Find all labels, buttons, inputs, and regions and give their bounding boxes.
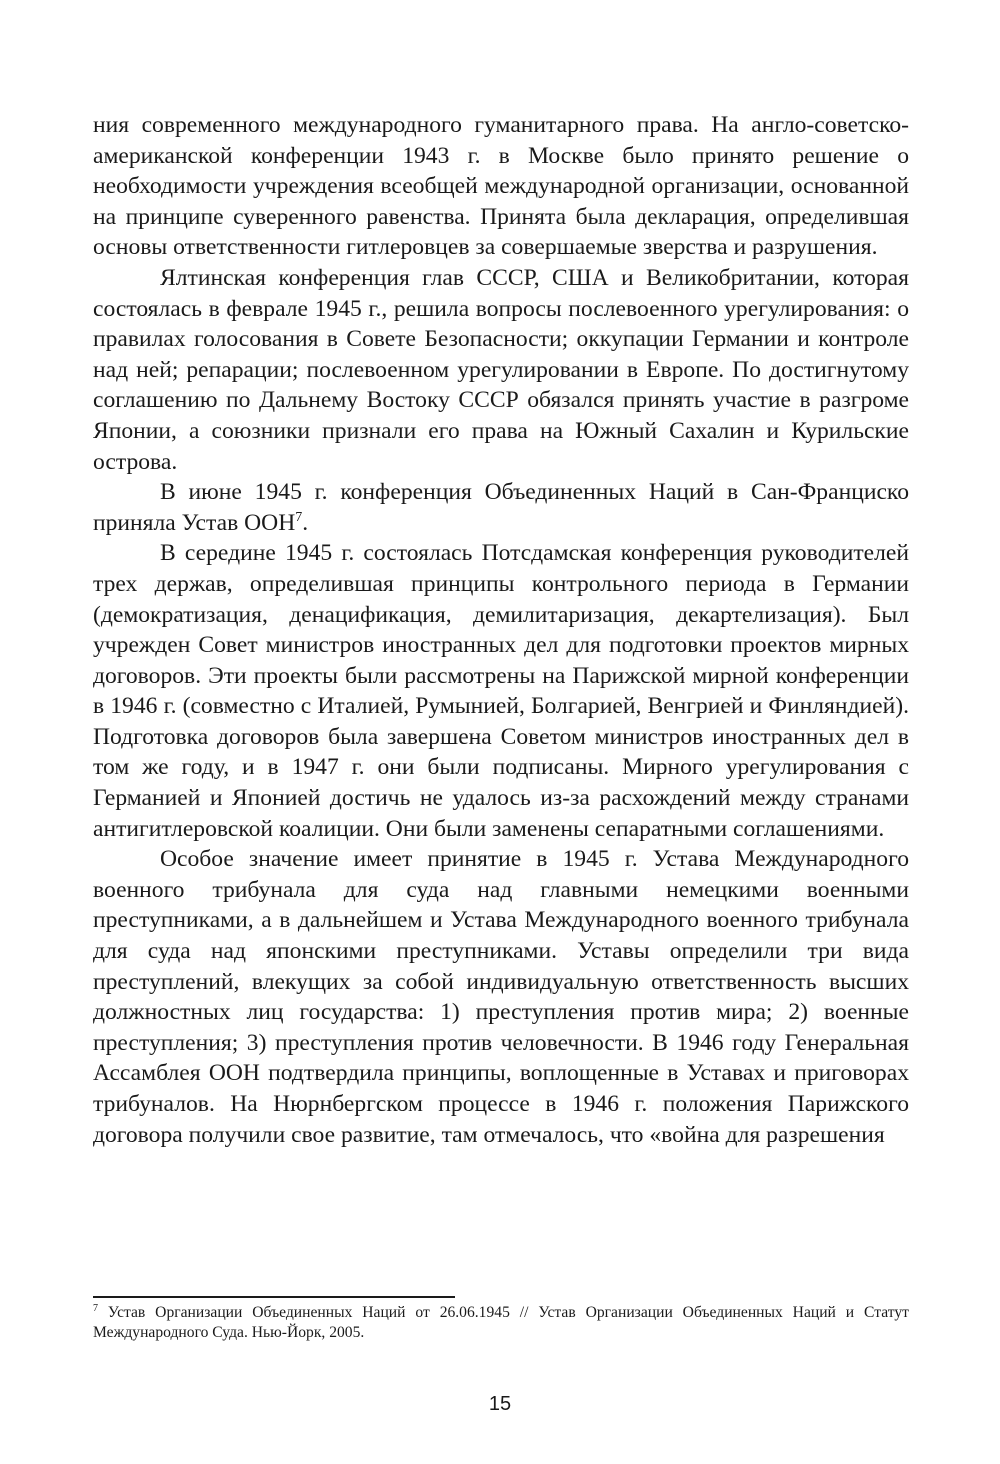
paragraph-4: В середине 1945 г. состоялась Потсдамская конференция руководителей трех держав, определившая принципы контрольного периода в Германии (демократизация, денацификация, демилитаризация, декартелизация). Был учрежден Совет министров иностранных дел для подготовки проектов мирных договоров. Эти проекты были рассмотрены на Парижской мирной конференции в 1946 г. (совместно с Италией, Румынией, Болгарией, Венгрией и Финляндией). Подготовка договоров была завершена Советом министров иностранных дел в том же году, и в 1947 г. они были подписаны. Мирного урегулирования с Германией и Японией достичь не удалось из-за расхождений между странами антигитлеровской коалиции. Они были заменены сепаратными соглашениями. (93, 540, 909, 842)
paragraph-3-text: В июне 1945 г. конференция Объединенных Наций в Сан-Франциско приняла Устав ООН (93, 479, 909, 536)
page-number: 15 (488, 1393, 512, 1415)
paragraph-1: ния современного международного гуманитарного права. На англо-советско-американской конференции 1943 г. в Москве было принято решение о необходимости учреждения всеобщей международной организации, основанной на принципе суверенного равенства. Принята была декларация, определившая основы ответственности гитлеровцев за совершаемые зверства и разрушения. (93, 112, 909, 261)
footnote-divider (93, 1296, 455, 1298)
paragraph-3 (93, 477, 909, 538)
paragraph-5: Особое значение имеет принятие в 1945 г. Устава Международного военного трибунала для суда над главными немецкими военными преступниками, а в дальнейшем и Устава Международного военного трибунала для суда над японскими преступниками. Уставы определили три вида преступлений, влекущих за собой индивидуальную ответственность высших должностных лиц государства: 1) преступления против мира; 2) военные преступления; 3) преступления против человечности. В 1946 году Генеральная Ассамблея ООН подтвердила принципы, воплощенные в Уставах и приговорах трибуналов. На Нюрнбергском процессе в 1946 г. положения Парижского договора получили свое развитие, там отмечалось, что «война для разрешения (93, 846, 909, 1148)
footnote-reference: 7 (295, 509, 303, 525)
paragraph-3-end: . (302, 509, 309, 536)
page-body (93, 110, 909, 1150)
footnote (93, 1303, 909, 1344)
footnote-mark: 7 (93, 1302, 98, 1314)
footnote-text: Устав Организации Объединенных Наций от 26.06.1945 // Устав Организации Объединенных Наций и Статут Международного Суда. Нью-Йорк, 2005. (93, 1304, 909, 1342)
paragraph-2: Ялтинская конференция глав СССР, США и Великобритании, которая состоялась в феврале 1945 г., решила вопросы послевоенного урегулирования: о правилах голосования в Совете Безопасности; оккупации Германии и контроле над ней; репарации; послевоенном урегулировании в Европе. По достигнутому соглашению по Дальнему Востоку СССР обязался принять участие в разгроме Японии, а союзники признали его права на Южный Сахалин и Курильские острова. (93, 264, 909, 475)
